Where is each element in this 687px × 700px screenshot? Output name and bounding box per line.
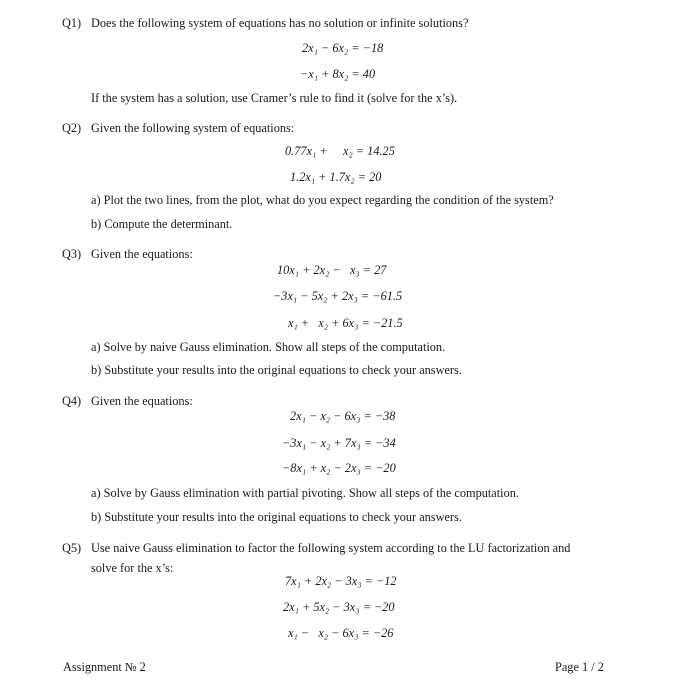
q1-number: Q1) <box>62 16 82 30</box>
q4-part-a: a) Solve by Gauss elimination with partial pivoting. Show all steps of the computation. <box>91 486 519 500</box>
q4-part-b: b) Substitute your results into the original equations to check your answers. <box>91 510 462 524</box>
q4-equation-3: −8x₁ + x₂ − 2x₃ = −20 <box>282 461 396 475</box>
q3-part-a: a) Solve by naive Gauss elimination. Show all steps of the computation. <box>91 340 446 354</box>
q2-part-a: a) Plot the two lines, from the plot, what do you expect regarding the condition of the system? <box>91 193 554 207</box>
footer-assignment: Assignment № 2 <box>63 660 146 674</box>
q4-text: Given the equations: <box>91 394 193 408</box>
q1-equation-2: −x₁ + 8x₂ = 40 <box>300 67 376 81</box>
q5-equation-1: 7x₁ + 2x₂ − 3x₃ = −12 <box>285 574 397 588</box>
footer-page-number: Page 1 / 2 <box>555 660 604 674</box>
q3-equation-1: 10x₁ + 2x₂ − x₃ = 27 <box>277 263 387 277</box>
q2-part-b: b) Compute the determinant. <box>91 217 233 231</box>
q2-equation-1: 0.77x₁ + x₂ = 14.25 <box>285 144 395 158</box>
q1-equation-1: 2x₁ − 6x₂ = −18 <box>302 41 384 55</box>
q5-number: Q5) <box>62 541 82 555</box>
q3-part-b: b) Substitute your results into the original equations to check your answers. <box>91 363 462 377</box>
q2-number: Q2) <box>62 121 82 135</box>
q5-text-continued: solve for the x’s: <box>91 561 174 575</box>
q3-number: Q3) <box>62 247 82 261</box>
q5-equation-2: 2x₁ + 5x₂ − 3x₃ = −20 <box>283 600 395 614</box>
q3-equation-2: −3x₁ − 5x₂ + 2x₃ = −61.5 <box>273 289 403 303</box>
q4-equation-2: −3x₁ − x₂ + 7x₃ = −34 <box>282 436 396 450</box>
q1-note: If the system has a solution, use Cramer’s rule to find it (solve for the x’s). <box>91 91 458 105</box>
q5-text: Use naive Gauss elimination to factor the following system according to the LU factorization and <box>91 541 571 555</box>
q2-equation-2: 1.2x₁ + 1.7x₂ = 20 <box>290 170 382 184</box>
q1-text: Does the following system of equations has no solution or infinite solutions? <box>91 16 469 30</box>
q3-text: Given the equations: <box>91 247 193 261</box>
q4-equation-1: 2x₁ − x₂ − 6x₃ = −38 <box>290 409 396 423</box>
q3-equation-3: x₁ + x₂ + 6x₃ = −21.5 <box>288 316 403 330</box>
q4-number: Q4) <box>62 394 82 408</box>
q5-equation-3: x₁ − x₂ − 6x₃ = −26 <box>288 626 394 640</box>
q2-text: Given the following system of equations: <box>91 121 295 135</box>
